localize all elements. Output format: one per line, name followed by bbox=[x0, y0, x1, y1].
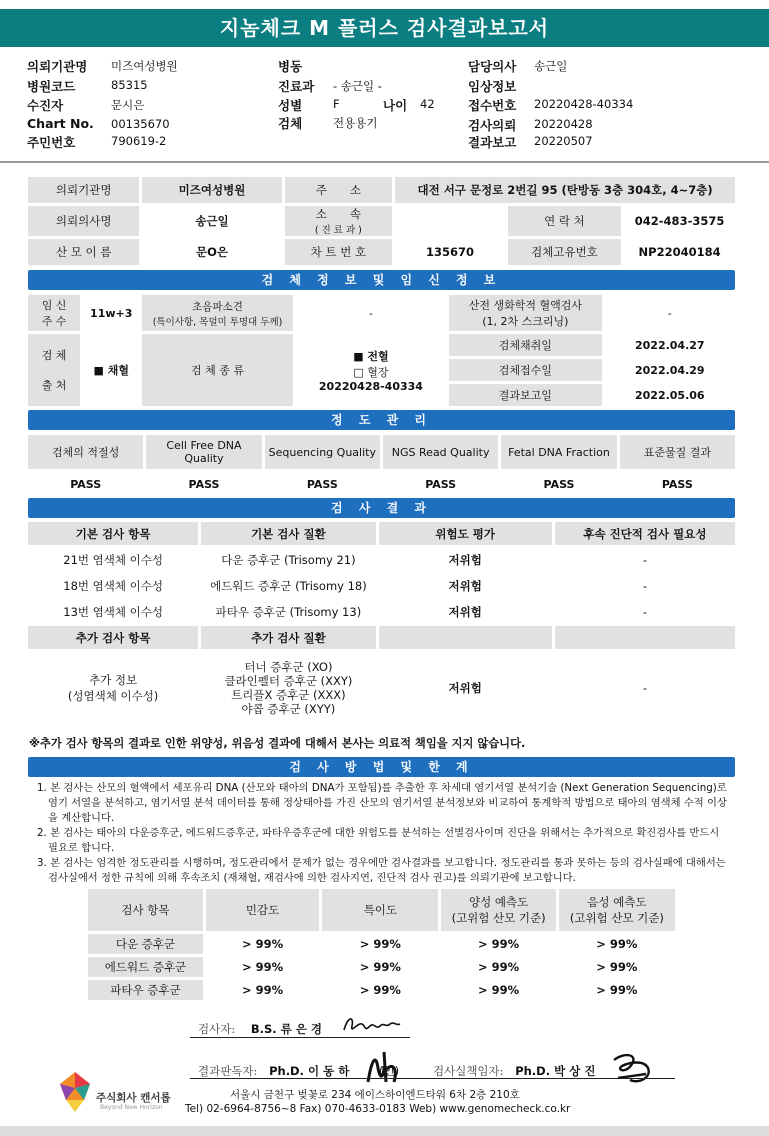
qc-header: Cell Free DNA Quality bbox=[146, 435, 261, 469]
perf-header-sub: (고위험 산모 기준) bbox=[451, 911, 546, 925]
receive-label: 검체접수일 bbox=[449, 359, 601, 381]
qc-header: Sequencing Quality bbox=[265, 435, 380, 469]
preg-value: 11w+3 bbox=[90, 306, 133, 320]
header-label: 담당의사 bbox=[468, 59, 517, 74]
results-table bbox=[25, 519, 738, 727]
collect-value: 2022.04.27 bbox=[634, 338, 705, 352]
perf-header: 민감도 bbox=[206, 889, 319, 931]
us-label bbox=[142, 295, 292, 331]
table-row bbox=[28, 600, 735, 623]
add-diseases bbox=[201, 652, 375, 724]
note-item: 2. 본 검사는 태아의 다운증후군, 에드워드증후군, 파타우증후군에 대한 위험도를 분석하는 선별검사이며 진단을 위해서는 추가적으로 확진검사를 반드시 필요로 합니다. bbox=[37, 827, 720, 854]
qc-header: NGS Read Quality bbox=[383, 435, 498, 469]
header-value: 송근일 bbox=[534, 59, 568, 73]
qc-header: Fetal DNA Fraction bbox=[501, 435, 616, 469]
perf-value: > 99% bbox=[478, 960, 520, 974]
perf-value: > 99% bbox=[242, 960, 284, 974]
result-disease: 다운 증후군 (Trisomy 21) bbox=[221, 552, 356, 567]
report-label: 결과보고일 bbox=[449, 384, 601, 406]
tester-signature bbox=[198, 1021, 322, 1037]
result-follow: - bbox=[642, 604, 647, 619]
addr-label: 주 소 bbox=[285, 177, 393, 203]
perf-value: > 99% bbox=[242, 983, 284, 997]
table-row bbox=[28, 548, 735, 571]
header-label: 병동 bbox=[278, 59, 303, 74]
perf-header: 특이도 bbox=[322, 889, 438, 931]
perf-value: > 99% bbox=[242, 937, 284, 951]
mother-value: 문O은 bbox=[196, 245, 228, 259]
contact-label: 연 락 처 bbox=[508, 206, 621, 236]
src-value: ■ 채혈 bbox=[93, 364, 129, 377]
header-label: 병원코드 bbox=[27, 79, 76, 94]
header-value: 00135670 bbox=[111, 117, 170, 131]
company-name: 주식회사 캔서롭 bbox=[96, 1092, 171, 1104]
methods-notes bbox=[37, 781, 727, 886]
table-row bbox=[88, 957, 675, 977]
add-header-empty bbox=[555, 626, 735, 649]
request-info-table bbox=[25, 174, 738, 268]
contact-value: 042-483-3575 bbox=[634, 214, 725, 228]
header-label: 진료과 bbox=[278, 79, 315, 94]
add-disease: 터너 증후군 (XO) bbox=[244, 660, 333, 674]
header-value: 문시은 bbox=[111, 98, 145, 112]
qc-table bbox=[25, 432, 738, 499]
doctor-value: 송근일 bbox=[195, 214, 229, 228]
perf-header: 검사 항목 bbox=[88, 889, 203, 931]
chart-value: 135670 bbox=[425, 245, 474, 259]
result-disease: 에드워드 증후군 (Trisomy 18) bbox=[210, 578, 367, 593]
receive-value: 2022.04.29 bbox=[634, 363, 705, 377]
judge-name: Ph.D. 이 동 하 bbox=[269, 1064, 350, 1078]
header-label: 결과보고 bbox=[468, 135, 517, 150]
section-methods: 검 사 방 법 및 한 계 bbox=[28, 757, 735, 777]
result-follow: - bbox=[642, 578, 647, 593]
addr-value: 대전 서구 문정로 2번길 95 (탄방동 3층 304호, 4~7층) bbox=[395, 177, 735, 203]
tester-signature-icon bbox=[340, 1012, 402, 1038]
report-title: 지놈체크 M 플러스 검사결과보고서 bbox=[0, 9, 769, 47]
lead-name: Ph.D. 박 상 진 bbox=[515, 1064, 596, 1078]
tester-line bbox=[190, 1037, 410, 1038]
header-divider bbox=[0, 161, 769, 163]
add-disease: 트리플X 증후군 (XXX) bbox=[231, 688, 346, 702]
qc-value: PASS bbox=[425, 477, 457, 491]
specimen-id-value: NP22040184 bbox=[638, 245, 721, 259]
add-item bbox=[28, 652, 198, 724]
result-item: 21번 염색체 이수성 bbox=[63, 552, 163, 567]
type-opt-wholeblood: ■ 전혈 bbox=[353, 349, 389, 363]
type-opt-plasma: □ 혈장 bbox=[353, 365, 389, 379]
lead-label: 검사실책임자: bbox=[433, 1064, 504, 1078]
judge-line bbox=[190, 1078, 675, 1079]
src-label-1: 검 체 bbox=[41, 349, 67, 362]
note-item: 1. 본 검사는 산모의 혈액에서 세포유리 DNA (산모와 태아의 DNA가 포함됨)를 추출한 후 차세대 염기서열 분석기술 (Next Generation Sequencing)로 염기 서열을 분석하고, 염기서열 분석 데이터를 통해 정상태아를 가진 산모의 염기서열 분석정보와 비교하여 통계학적 방법으로 태아의 염색체 수적 이상을 계산합니다. bbox=[37, 782, 727, 824]
result-item: 18번 염색체 이수성 bbox=[63, 578, 163, 593]
qc-value: PASS bbox=[306, 477, 338, 491]
tester-label: 검사자: bbox=[198, 1022, 236, 1036]
section-specimen-info: 검 체 정 보 및 임 신 정 보 bbox=[28, 270, 735, 290]
company-contact: Tel) 02-6964-8756~8 Fax) 070-4633-0183 Web) www.genomecheck.co.kr bbox=[185, 1103, 571, 1115]
inst-label: 의뢰기관명 bbox=[28, 177, 139, 203]
header-value: 20220507 bbox=[534, 134, 593, 148]
results-header: 기본 검사 항목 bbox=[28, 522, 198, 545]
perf-value: > 99% bbox=[596, 937, 638, 951]
add-header: 추가 검사 항목 bbox=[28, 626, 198, 649]
table-row bbox=[88, 934, 675, 954]
dept-value bbox=[395, 206, 505, 236]
header-label: 검사의뢰 bbox=[468, 118, 517, 133]
perf-header: 음성 예측도 bbox=[587, 895, 647, 909]
type-number: 20220428-40334 bbox=[318, 379, 423, 393]
perf-value: > 99% bbox=[359, 960, 401, 974]
add-risk: 저위험 bbox=[448, 681, 482, 695]
section-results: 검 사 결 과 bbox=[28, 498, 735, 518]
judge-signature-icon bbox=[362, 1048, 402, 1086]
prenatal-label-1: 산전 생화학적 혈액검사 bbox=[468, 299, 582, 312]
result-risk: 저위험 bbox=[448, 578, 482, 593]
preg-label bbox=[28, 295, 80, 331]
add-disease: 야콥 증후군 (XYY) bbox=[241, 702, 336, 716]
us-label-1: 초음파소견 bbox=[192, 300, 243, 313]
header-value: 미즈여성병원 bbox=[111, 59, 178, 73]
mother-label: 산 모 이 름 bbox=[28, 239, 139, 265]
company-slogan: Beyond New Horizon bbox=[100, 1104, 163, 1111]
result-follow: - bbox=[642, 552, 647, 567]
perf-header-npv bbox=[559, 889, 675, 931]
qc-value: PASS bbox=[661, 477, 693, 491]
section-qc: 정 도 관 리 bbox=[28, 410, 735, 430]
add-follow: - bbox=[642, 681, 647, 695]
result-disease: 파타우 증후군 (Trisomy 13) bbox=[215, 604, 362, 619]
judge-seal: (인) bbox=[378, 1064, 400, 1078]
add-item-1: 추가 정보 bbox=[89, 673, 138, 687]
us-label-2: (특이사항, 목덜미 투명대 두께) bbox=[152, 316, 283, 328]
note-item: 3. 본 검사는 엄격한 정도관리를 시행하며, 정도관리에서 문제가 없는 경우에만 검사결과를 보고합니다. 정도관리를 통과 못하는 등의 검사실패에 대해서는 검사실에서 정한 규칙에 의해 후속조치 (재채혈, 재검사에 의한 검사지연, 진단적 검사 권고)를 의뢰기관에 보고합니다. bbox=[37, 857, 726, 884]
perf-header-sub: (고위험 산모 기준) bbox=[569, 911, 664, 925]
perf-item: 다운 증후군 bbox=[88, 934, 203, 954]
collect-label: 검체채취일 bbox=[449, 334, 601, 356]
qc-header: 검체의 적절성 bbox=[28, 435, 143, 469]
result-item: 13번 염색체 이수성 bbox=[63, 604, 163, 619]
results-header: 후속 진단적 검사 필요성 bbox=[555, 522, 735, 545]
header-value: - 송근일 - bbox=[333, 79, 382, 93]
qc-header: 표준물질 결과 bbox=[620, 435, 735, 469]
src-label bbox=[28, 334, 80, 406]
add-header: 추가 검사 질환 bbox=[201, 626, 375, 649]
inst-value: 미즈여성병원 bbox=[142, 177, 281, 203]
header-label: 성별 bbox=[278, 98, 303, 113]
src-label-2: 출 처 bbox=[41, 379, 67, 392]
results-header: 기본 검사 질환 bbox=[201, 522, 375, 545]
us-value: - bbox=[368, 306, 373, 320]
age-value: 42 bbox=[420, 97, 435, 111]
prenatal-value: - bbox=[667, 306, 672, 320]
header-label: Chart No. bbox=[27, 116, 94, 131]
add-item-2: (성염색체 이수성) bbox=[67, 689, 159, 703]
perf-value: > 99% bbox=[359, 983, 401, 997]
header-value: 전용용기 bbox=[333, 116, 378, 130]
header-label: 수진자 bbox=[27, 98, 64, 113]
judge-label: 결과판독자: bbox=[198, 1064, 258, 1078]
prenatal-label-2: (1, 2차 스크리닝) bbox=[482, 315, 569, 328]
doctor-label: 의뢰의사명 bbox=[28, 206, 139, 236]
chart-label: 차 트 번 호 bbox=[285, 239, 393, 265]
perf-value: > 99% bbox=[596, 983, 638, 997]
table-row bbox=[88, 980, 675, 1000]
perf-value: > 99% bbox=[359, 937, 401, 951]
report-value: 2022.05.06 bbox=[634, 388, 705, 402]
header-label: 검체 bbox=[278, 116, 303, 131]
result-risk: 저위험 bbox=[448, 604, 482, 619]
type-label: 검 체 종 류 bbox=[142, 334, 292, 406]
qc-value: PASS bbox=[543, 477, 575, 491]
perf-item: 파타우 증후군 bbox=[88, 980, 203, 1000]
header-value: F bbox=[333, 97, 340, 111]
lead-signature-icon bbox=[608, 1048, 656, 1088]
header-label: 임상정보 bbox=[468, 79, 517, 94]
company-address: 서울시 금천구 벚꽃로 234 에이스하이엔드타워 6차 2층 210호 bbox=[230, 1089, 520, 1101]
lead-signature bbox=[433, 1063, 595, 1079]
header-label: 접수번호 bbox=[468, 98, 517, 113]
perf-value: > 99% bbox=[478, 983, 520, 997]
qc-value: PASS bbox=[70, 477, 102, 491]
dept-label-main: 소 속 bbox=[315, 207, 361, 221]
company-logo-icon bbox=[58, 1070, 92, 1114]
add-header-empty bbox=[379, 626, 552, 649]
bottom-bar bbox=[0, 1126, 769, 1136]
perf-item: 에드워드 증후군 bbox=[88, 957, 203, 977]
header-value: 20220428 bbox=[534, 117, 593, 131]
specimen-table bbox=[25, 292, 738, 409]
type-value bbox=[296, 334, 446, 406]
header-label: 의뢰기관명 bbox=[27, 59, 88, 74]
perf-value: > 99% bbox=[478, 937, 520, 951]
preg-label-2: 주 수 bbox=[41, 315, 67, 328]
header-value: 20220428-40334 bbox=[534, 97, 634, 111]
qc-value: PASS bbox=[188, 477, 220, 491]
perf-header-ppv bbox=[441, 889, 555, 931]
prenatal-label bbox=[449, 295, 601, 331]
dept-label bbox=[285, 206, 393, 236]
add-disease: 클라인펠터 증후군 (XXY) bbox=[224, 674, 353, 688]
perf-value: > 99% bbox=[596, 960, 638, 974]
results-header: 위험도 평가 bbox=[379, 522, 552, 545]
header-value: 85315 bbox=[111, 78, 148, 92]
perf-header: 양성 예측도 bbox=[469, 895, 529, 909]
preg-label-1: 임 신 bbox=[41, 299, 67, 312]
dept-label-sub: ( 진 료 과 ) bbox=[314, 225, 362, 236]
performance-table bbox=[85, 886, 678, 1003]
result-risk: 저위험 bbox=[448, 552, 482, 567]
disclaimer: ※추가 검사 항목의 결과로 인한 위양성, 위음성 결과에 대해서 본사는 의료적 책임을 지지 않습니다. bbox=[29, 737, 526, 750]
table-row bbox=[28, 574, 735, 597]
header-label: 주민번호 bbox=[27, 135, 76, 150]
age-label: 나이 bbox=[383, 98, 408, 113]
tester-name: B.S. 류 은 경 bbox=[250, 1022, 322, 1036]
specimen-id-label: 검체고유번호 bbox=[508, 239, 621, 265]
header-value: 790619-2 bbox=[111, 134, 167, 148]
